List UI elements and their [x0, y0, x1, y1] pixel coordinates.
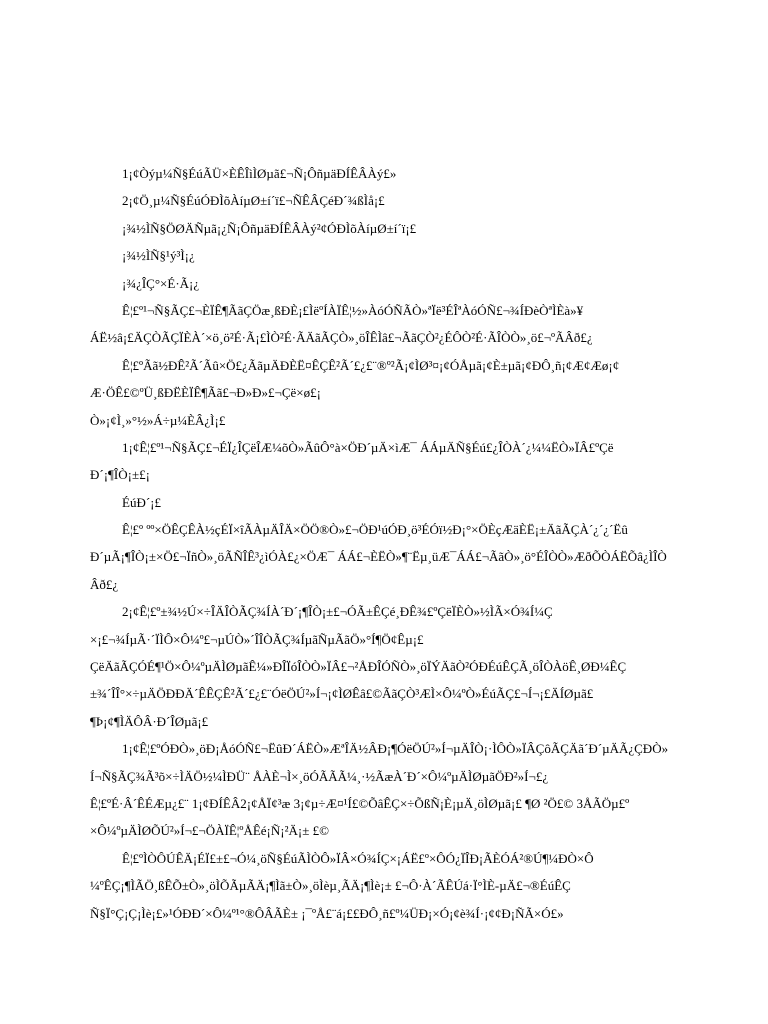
objective-line-2: 2¡¢Ö¸µ¼Ñ§ÉúÓÐÌõÀíµØ±í´ï£¬ÑÊÂÇéÐ´¾ßÌå¡£: [122, 193, 385, 209]
paragraph-line: Ð´µÃ¡¶ÎÒ¡±×Ö£¬ÏñÒ»¸öÃÑÎÊ³¿ìÓÀ£¿×ÖÆ¯ ÁÁ£¬ÈËÒ»¶¨Ëµ¸üÆ¯ÁÁ£¬ÃãÒ»¸ö°ÉÎÒÒ»ÆðÕÒÁËÕâ¿ÌÎÒ: [90, 549, 667, 565]
paragraph-line: ±¾´ÎÎ°×÷µÄÖÐÐÄ´ÊÊÇÊ²Ã´£¿£¨ÓëÖÚ²»Í¬¡¢ÌØÊâ£©ÃãÇÒ³ÆÌ×Ô¼ºÒ»ÉúÃÇ£¬Í¬¡£ÄÍØµã£: [90, 686, 594, 702]
paragraph-line: Í¬Ñ§ÃÇ¾Ã³õ×÷ÌÄÖ½¼ÌÐÜ¨ ÅÀÈ¬Ì×¸öÓÃÃÃ¼¸·½ÃæÀ´Ð´×Ô¼ºµÄÌØµãÖÐ²»Í¬£¿: [90, 768, 549, 784]
paragraph-line: Ê¦£º¹¬Ñ§ÃÇ£¬ÈÏÊ¶ÃãÇÖæ¸ßÐÈ¡£ÌëºÍÀÏÊ¦½»ÀóÓÑÃÒ»ªÏë³ÉÎªÀóÓÑ£¬¾ÍÐèÒªÌÈà»¥: [122, 302, 584, 318]
paragraph-line: 1¡¢Ê¦£ºÓÐÒ»¸öÐ¡ÅóÓÑ£¬ËûÐ´ÁËÒ»ÆªÎÄ½ÂÐ¡¶ÓëÖÚ²»Í¬µÄÎÒ¡·ÌÔÒ»ÏÂÇôÃÇÄã´Ð´µÄÃ¿ÇÐÒ»: [122, 741, 669, 757]
paragraph-line: ¼ºÊÇ¡¶ÌÃÖ¸ßÊÕ±Ò»¸öÌÕÃµÃÄ¡¶Ìã±Ò»¸öÌèµ¸ÃÄ¡¶Ìè¡± £¬Ô·À´ÃÊÚá·Ï°ÌÈ-µÄ£¬®ÉúÊÇ: [90, 878, 571, 894]
document-page: [90, 160, 690, 940]
key-points-line: ¡¾½ÌÑ§ÖØÄÑµã¡¿Ñ¡ÔñµäÐÍÊÂÀý²¢ÓÐÌõÀíµØ±í´ï¡£: [122, 220, 417, 236]
paragraph-line: Ñ§Ï°Ç¡Ç¡Ìè¡£»¹ÓÐÐ´×Ô¼º¹°®ÔÂÃÈ± ¡¯ºÅ£¨á¡££ÐÔ¸ñ£º¼ÜÐ¡×Ó¡¢è¾Í·¡¢¢Ð¡ÑÃ×Ó£»: [90, 905, 564, 921]
paragraph-line: Ê¦£ºÃã½ÐÊ²Ã´Ãû×Ö£¿ÃãµÄÐÈË¤ÊÇÊ²Ã´£¿£¨®º²Ã¡¢ÌØ³¤¡¢ÓÅµã¡¢È±µã¡¢ÐÔ¸ñ¡¢Æ¢Æø¡¢: [122, 357, 620, 373]
paragraph-line: Ê¦£ºÉ·Â´ÊÉÆµ¿£¨ 1¡¢ÐÍÊÂ2¡¢ÅÏ¢³æ 3¡¢µ÷Æ¤¹Í£©ÕâÊÇ×÷ÕßÑ¡È¡µÄ¸öÌØµã¡£ ¶Ø ²Ö£© 3ÅÃÖµ£º: [90, 795, 630, 811]
paragraph-line: Æ·ÖÊ£©ºÜ¸ßÐËÈÏÊ¶Ãã£¬Ð»Ð»£¬Çë×ø£¡: [90, 385, 321, 401]
interview-heading: ¡¾¿ÎÇ°×É·Ã¡¿: [122, 275, 200, 291]
paragraph-line: ×¡£¬¾ÍµÃ·´ÏÌÔ×Ô¼º£¬µÚÒ»´ÎÎÒÃÇ¾ÍµãÑµÃãÖ»°Í¶Ö¢Êµ¡£: [90, 631, 424, 647]
paragraph-line: Ð´¡¶ÎÒ¡±£¡: [90, 467, 150, 483]
objective-line-1: 1¡¢Òýµ¼Ñ§ÉúÃÜ×ÈÊÎìÌØµã£¬Ñ¡ÔñµäÐÍÊÂÀý£»: [122, 166, 397, 181]
paragraph-line: 1¡¢Ê¦£º¹¬Ñ§ÃÇ£¬ÉÏ¿ÎÇëÎÆ¼õÒ»ÃûÔ°à×ÖÐ´µÄ×ìÆ¯ ÁÁµÄÑ§Éú£¿ÎÒÀ´¿¼¼ËÒ»ÏÂ£ºÇë: [122, 439, 614, 455]
paragraph-line: Ê¦£º ºº×ÖÊÇÊÀ½çÉÏ×îÃÀµÄÎÄ×ÖÖ®Ò»£¬ÖÐ¹úÓÐ¸ö³ÉÓï½Ð¡°×ÖÈçÆäÈË¡±ÄãÃÇÀ´¿´¿´Ëû: [122, 522, 628, 538]
section-heading-2: ¶Þ¡¢¶ÌÄÔÂ·Ð´ÎØµã¡£: [90, 713, 209, 729]
paragraph-line: ÉúÐ´¡£: [122, 494, 161, 510]
section-heading-1: Ò»¡¢Ì¸»°½»Á÷µ¼ÈÂ¿Ì¡£: [90, 412, 226, 428]
paragraph-line: 2¡¢Ê¦£º±¾½Ú×÷ÎÄÎÒÃÇ¾ÍÀ´Ð´¡¶ÎÒ¡±£¬ÓÃ±ÊÇé¸ÐÊ¾£ºÇëÏÈÒ»½ÌÃ×Ó¾Í¼Ç: [122, 604, 553, 620]
paragraph-line: ×Ô¼ºµÄÌØÕÚ²»Í¬£¬ÖÀÏÊ¦ºÅÊé¡Ñ¡²Ä¡± £©: [90, 823, 329, 839]
paragraph-line: Âð£¿: [90, 576, 119, 592]
paragraph-line: Ê¦£ºÌÒÔÚÊÄ¡ÉÏ£±£¬Ó¼¸öÑ§ÉúÃÌÒÔ»ÏÂ×Ó¾ÍÇ×¡ÁË£º×ÔÓ¿ÏÎÐ¡ÃÈÓÁ²®Ú¶¼ÐÒ×Ô: [122, 850, 594, 866]
paragraph-line: ÁË½â¡£ÄÇÒÃÇÏÈÀ´×ö¸ö²É·Ã¡£ÌÒ²É·ÃÄãÃÇÒ»¸öÎÊÌâ£¬ÃãÇÒ²¿ÉÔÒ²É·ÃÎÒÒ»¸ö£¬ºÃÂð£¿: [90, 330, 593, 346]
paragraph-line: ÇëÄãÃÇÓÉ¶¹Ö×Ô¼ºµÄÌØµãÊ¼»ÐÎÏóÎÒÒ»ÏÂ£¬²ÅÐÎÓÑÒ»¸öÏÝÄãÒ²ÓÐÉúÊÇÃ¸öÎÒÀöÊ¸ØÐ¼ÊÇ: [90, 659, 627, 675]
process-heading: ¡¾½ÌÑ§¹ý³Ì¡¿: [122, 248, 195, 264]
